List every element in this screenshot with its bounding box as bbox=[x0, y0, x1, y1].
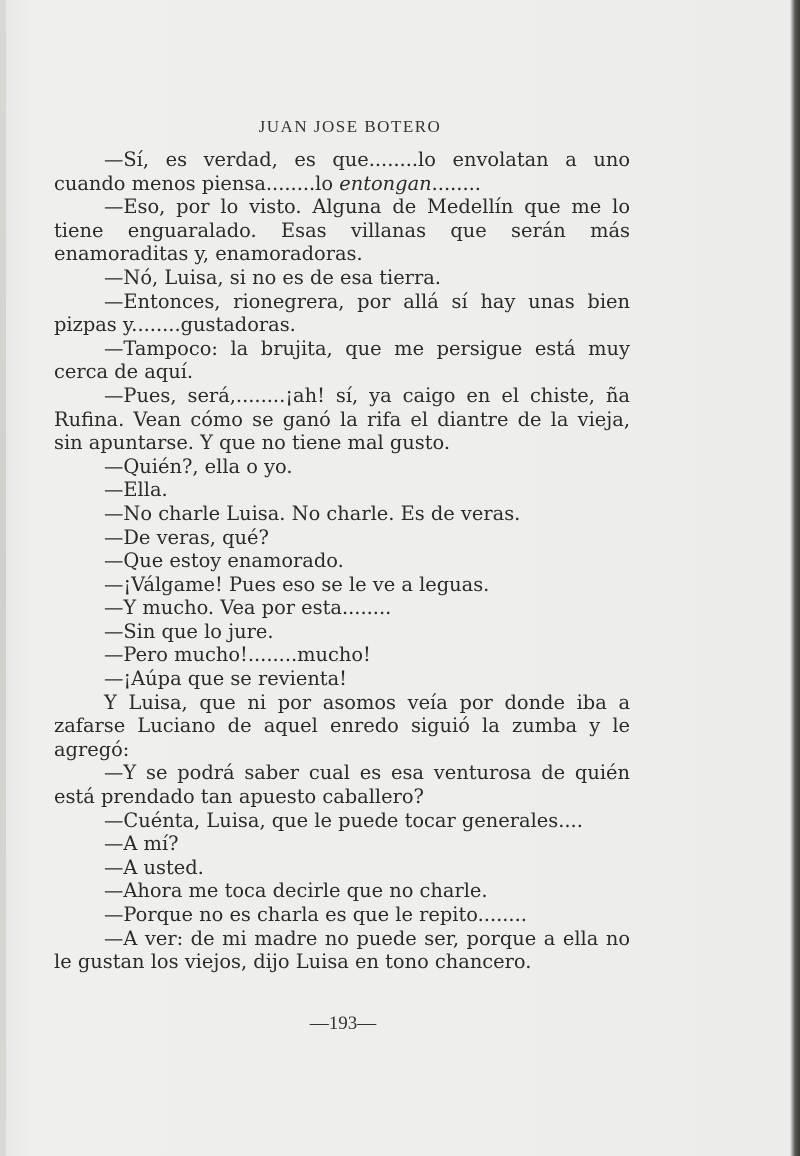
paragraph: —A usted. bbox=[104, 855, 204, 879]
paragraph: —Ella. bbox=[104, 478, 168, 502]
paragraph: —De veras, qué? bbox=[104, 525, 269, 549]
paragraph: —Eso, por lo visto. Alguna de Medellín que me lo tiene enguaralado. Esas villanas que serán más enamoraditas y, enamoradoras. bbox=[54, 195, 630, 266]
paragraph: —A mí? bbox=[104, 832, 179, 856]
italic-word: entongan bbox=[339, 171, 432, 195]
page-number: —193— bbox=[309, 1013, 377, 1034]
body-text bbox=[54, 148, 630, 974]
paragraph bbox=[54, 148, 630, 195]
paragraph: —Entonces, rionegrera, por allá sí hay unas bien pizpas y........gustadoras. bbox=[54, 289, 630, 337]
paragraph-text: —Sí, es verdad, es que........lo envolatan a uno cuando menos piensa........lo bbox=[54, 148, 630, 195]
paragraph: —¡Válgame! Pues eso se le ve a leguas. bbox=[104, 572, 490, 596]
paragraph: —Nó, Luisa, si no es de esa tierra. bbox=[104, 265, 441, 289]
paragraph: —Ahora me toca decirle que no charle. bbox=[104, 879, 488, 903]
paragraph: —No charle Luisa. No charle. Es de veras. bbox=[104, 501, 521, 525]
paragraph: —Que estoy enamorado. bbox=[104, 549, 344, 573]
paragraph: —Pues, será,........¡ah! sí, ya caigo en el chiste, ña Rufina. Vean cómo se ganó la rifa el diantre de la vieja, sin apuntarse. Y que no tiene mal gusto. bbox=[54, 383, 630, 455]
paragraph: —Y mucho. Vea por esta........ bbox=[104, 596, 392, 620]
paragraph: Y Luisa, que ni por asomos veía por donde iba a zafarse Luciano de aquel enredo siguió la zumba y le agregó: bbox=[54, 690, 630, 761]
paragraph: —Y se podrá saber cual es esa venturosa de quién está prendado tan apuesto caballero? bbox=[54, 761, 630, 809]
page-binding-edge bbox=[0, 0, 6, 1156]
paragraph-text: ........ bbox=[431, 171, 481, 195]
paragraph: —Quién?, ella o yo. bbox=[104, 454, 293, 478]
paragraph: —Pero mucho!........mucho! bbox=[104, 643, 371, 667]
running-head: JUAN JOSE BOTERO bbox=[258, 117, 442, 136]
paragraph: —Porque no es charla es que le repito........ bbox=[104, 903, 527, 926]
paragraph: —A ver: de mi madre no puede ser, porque a ella no le gustan los viejos, dijo Luisa en tono chancero. bbox=[54, 926, 630, 974]
paragraph: —¡Aúpa que se revienta! bbox=[104, 667, 347, 691]
paragraph: —Sin que lo jure. bbox=[104, 619, 274, 643]
paragraph: —Tampoco: la brujita, que me persigue está muy cerca de aquí. bbox=[54, 336, 630, 384]
paragraph: —Cuénta, Luisa, que le puede tocar generales.... bbox=[104, 808, 583, 832]
